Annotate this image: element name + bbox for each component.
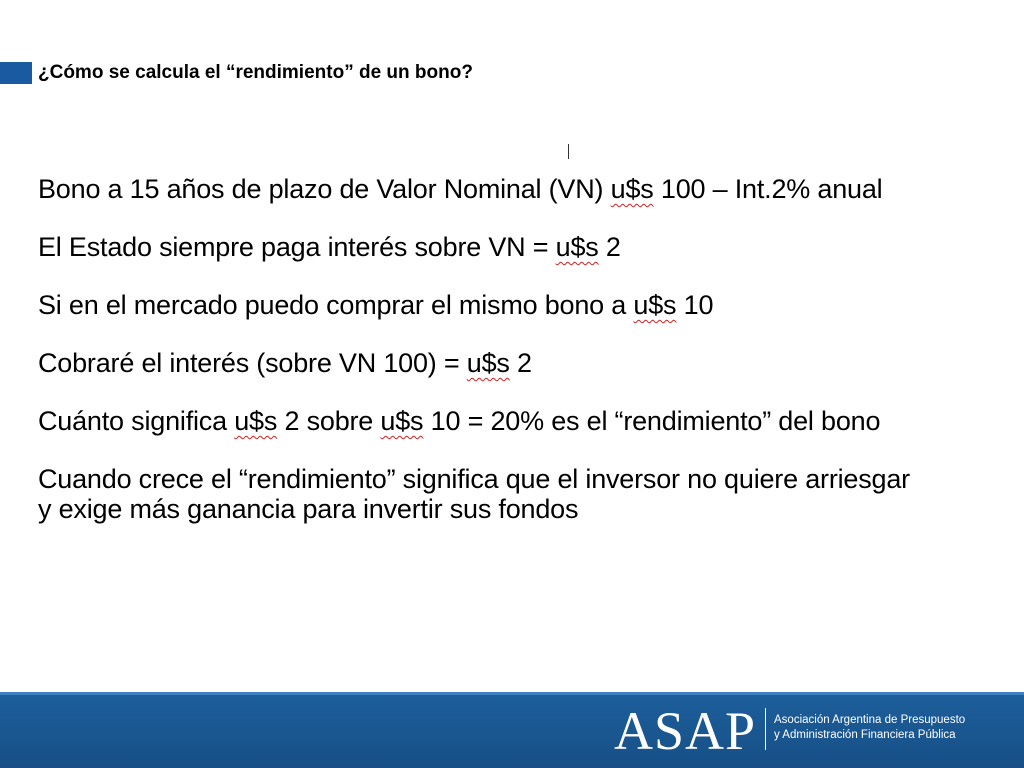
bullet-item [38, 406, 1013, 436]
bullet-item [38, 232, 1013, 262]
org-name-line-1: Asociación Argentina de Presupuesto [774, 714, 966, 726]
organization-name [774, 713, 965, 743]
bullet-text: 2 [598, 232, 621, 262]
title-marker [0, 62, 32, 84]
bullet-text: 100 – Int.2% anual [653, 174, 883, 204]
bullet-item [38, 464, 918, 524]
bullet-item [38, 348, 1013, 378]
bullet-text: Bono a 15 años de plazo de Valor Nominal (VN) [38, 174, 611, 204]
bullet-text: 2 [509, 348, 532, 378]
bullet-text: Si en el mercado puedo comprar el mismo bono a [38, 290, 634, 320]
spellcheck-word: u$s [610, 174, 654, 204]
spellcheck-word: u$s [633, 290, 677, 320]
bullet-text: 2 sobre [277, 406, 381, 436]
spellcheck-word: u$s [234, 406, 278, 436]
logo-divider [765, 708, 766, 750]
footer-bar [0, 692, 1024, 768]
slide-title: ¿Cómo se calcula el “rendimiento” de un bono? [38, 62, 473, 83]
footer-stripe [0, 692, 1024, 695]
org-name-line-2: y Administración Financiera Pública [774, 729, 956, 741]
bullet-item [38, 290, 1013, 320]
bullet-text: 10 = 20% es el “rendimiento” del bono [423, 406, 881, 436]
text-cursor [568, 144, 569, 159]
bullet-text: El Estado siempre paga interés sobre VN = [38, 232, 556, 262]
bullet-text: Cobraré el interés (sobre VN 100) = [38, 348, 467, 378]
spellcheck-word: u$s [466, 348, 510, 378]
bullet-text: 10 [676, 290, 714, 320]
asap-logo: ASAP [614, 701, 757, 761]
spellcheck-word: u$s [555, 232, 599, 262]
bullet-text: Cuánto significa [38, 406, 235, 436]
spellcheck-word: u$s [380, 406, 424, 436]
bullet-item [38, 174, 1013, 204]
bullet-list [38, 174, 1013, 552]
bullet-text: Cuando crece el “rendimiento” significa que el inversor no quiere arriesgar y exige más ganancia para invertir sus fondos [38, 464, 910, 524]
